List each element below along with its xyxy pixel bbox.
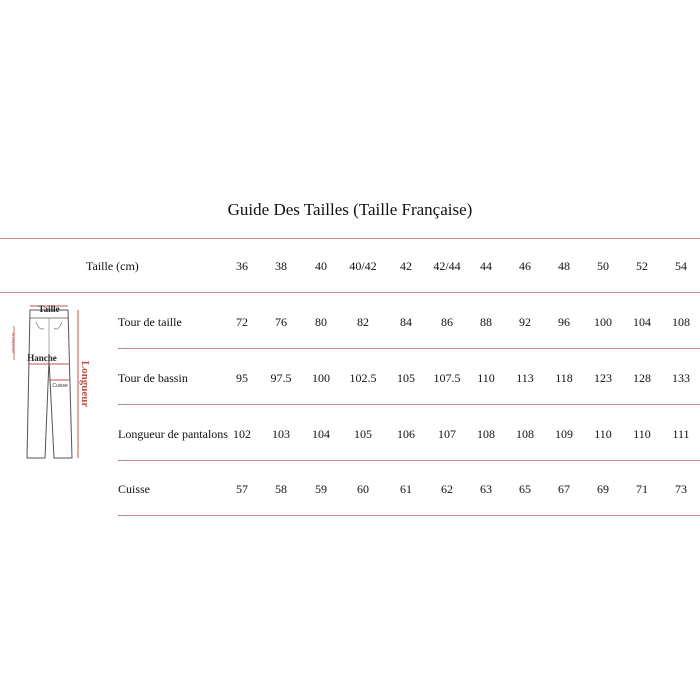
table-cell: 110 bbox=[594, 427, 612, 441]
table-cell: 104 bbox=[633, 315, 651, 329]
taille-label: Taille bbox=[38, 304, 60, 314]
size-header: 40/42 bbox=[349, 259, 377, 273]
table-cell: 57 bbox=[236, 482, 248, 496]
divider-top bbox=[0, 238, 700, 239]
table-cell: 82 bbox=[357, 315, 369, 329]
table-cell: 111 bbox=[672, 427, 690, 441]
table-cell: 65 bbox=[519, 482, 531, 496]
table-cell: 73 bbox=[675, 482, 687, 496]
divider-header bbox=[0, 292, 700, 293]
table-cell: 102.5 bbox=[349, 371, 377, 385]
entrejambe-label: Entrejambe bbox=[11, 332, 16, 354]
table-cell: 100 bbox=[594, 315, 612, 329]
size-header: 48 bbox=[558, 259, 570, 273]
table-cell: 63 bbox=[480, 482, 492, 496]
longueur-label: Longueur bbox=[79, 360, 91, 408]
table-cell: 71 bbox=[636, 482, 648, 496]
divider-row-2 bbox=[118, 404, 700, 405]
table-cell: 59 bbox=[315, 482, 327, 496]
trousers-figure bbox=[8, 298, 91, 468]
table-cell: 95 bbox=[236, 371, 248, 385]
table-cell: 118 bbox=[555, 371, 573, 385]
table-cell: 69 bbox=[597, 482, 609, 496]
table-cell: 60 bbox=[357, 482, 369, 496]
table-cell: 108 bbox=[477, 427, 495, 441]
size-header: 40 bbox=[315, 259, 327, 273]
table-cell: 107.5 bbox=[433, 371, 461, 385]
row-label: Tour de bassin bbox=[118, 371, 188, 385]
row-label: Cuisse bbox=[118, 482, 151, 496]
divider-row-3 bbox=[118, 460, 700, 461]
table-cell: 133 bbox=[672, 371, 690, 385]
size-header: 54 bbox=[675, 259, 687, 273]
divider-row-1 bbox=[118, 348, 700, 349]
table-cell: 110 bbox=[477, 371, 495, 385]
table-cell: 128 bbox=[633, 371, 651, 385]
table-cell: 100 bbox=[312, 371, 330, 385]
size-header: 36 bbox=[236, 259, 248, 273]
table-cell: 72 bbox=[236, 315, 248, 329]
table-cell: 108 bbox=[672, 315, 690, 329]
trousers-icon bbox=[8, 298, 91, 468]
table-cell: 113 bbox=[516, 371, 534, 385]
table-cell: 92 bbox=[519, 315, 531, 329]
table-cell: 84 bbox=[400, 315, 412, 329]
table-cell: 105 bbox=[354, 427, 372, 441]
size-header: 42/44 bbox=[433, 259, 461, 273]
table-cell: 61 bbox=[400, 482, 412, 496]
hanche-label: Hanche bbox=[27, 353, 57, 363]
cuisse-label: Cuisse bbox=[52, 383, 68, 389]
row-label: Longueur de pantalons bbox=[118, 427, 228, 441]
table-cell: 123 bbox=[594, 371, 612, 385]
size-header: 42 bbox=[400, 259, 412, 273]
table-cell: 80 bbox=[315, 315, 327, 329]
page-title: Guide Des Tailles (Taille Française) bbox=[227, 200, 473, 219]
table-cell: 88 bbox=[480, 315, 492, 329]
size-header: 50 bbox=[597, 259, 609, 273]
table-cell: 106 bbox=[397, 427, 415, 441]
table-cell: 96 bbox=[558, 315, 570, 329]
table-cell: 97.5 bbox=[270, 371, 292, 385]
table-cell: 107 bbox=[438, 427, 456, 441]
table-cell: 110 bbox=[633, 427, 651, 441]
table-cell: 86 bbox=[441, 315, 453, 329]
table-cell: 104 bbox=[312, 427, 330, 441]
table-cell: 105 bbox=[397, 371, 415, 385]
table-cell: 62 bbox=[441, 482, 453, 496]
table-cell: 108 bbox=[516, 427, 534, 441]
size-header: 46 bbox=[519, 259, 531, 273]
table-cell: 102 bbox=[233, 427, 251, 441]
header-label: Taille (cm) bbox=[86, 259, 139, 273]
table-cell: 103 bbox=[272, 427, 290, 441]
divider-row-4 bbox=[118, 515, 700, 516]
table-cell: 109 bbox=[555, 427, 573, 441]
table-cell: 76 bbox=[275, 315, 287, 329]
row-label: Tour de taille bbox=[118, 315, 182, 329]
size-header: 38 bbox=[275, 259, 287, 273]
size-header: 44 bbox=[480, 259, 492, 273]
table-cell: 67 bbox=[558, 482, 570, 496]
table-cell: 58 bbox=[275, 482, 287, 496]
size-header: 52 bbox=[636, 259, 648, 273]
